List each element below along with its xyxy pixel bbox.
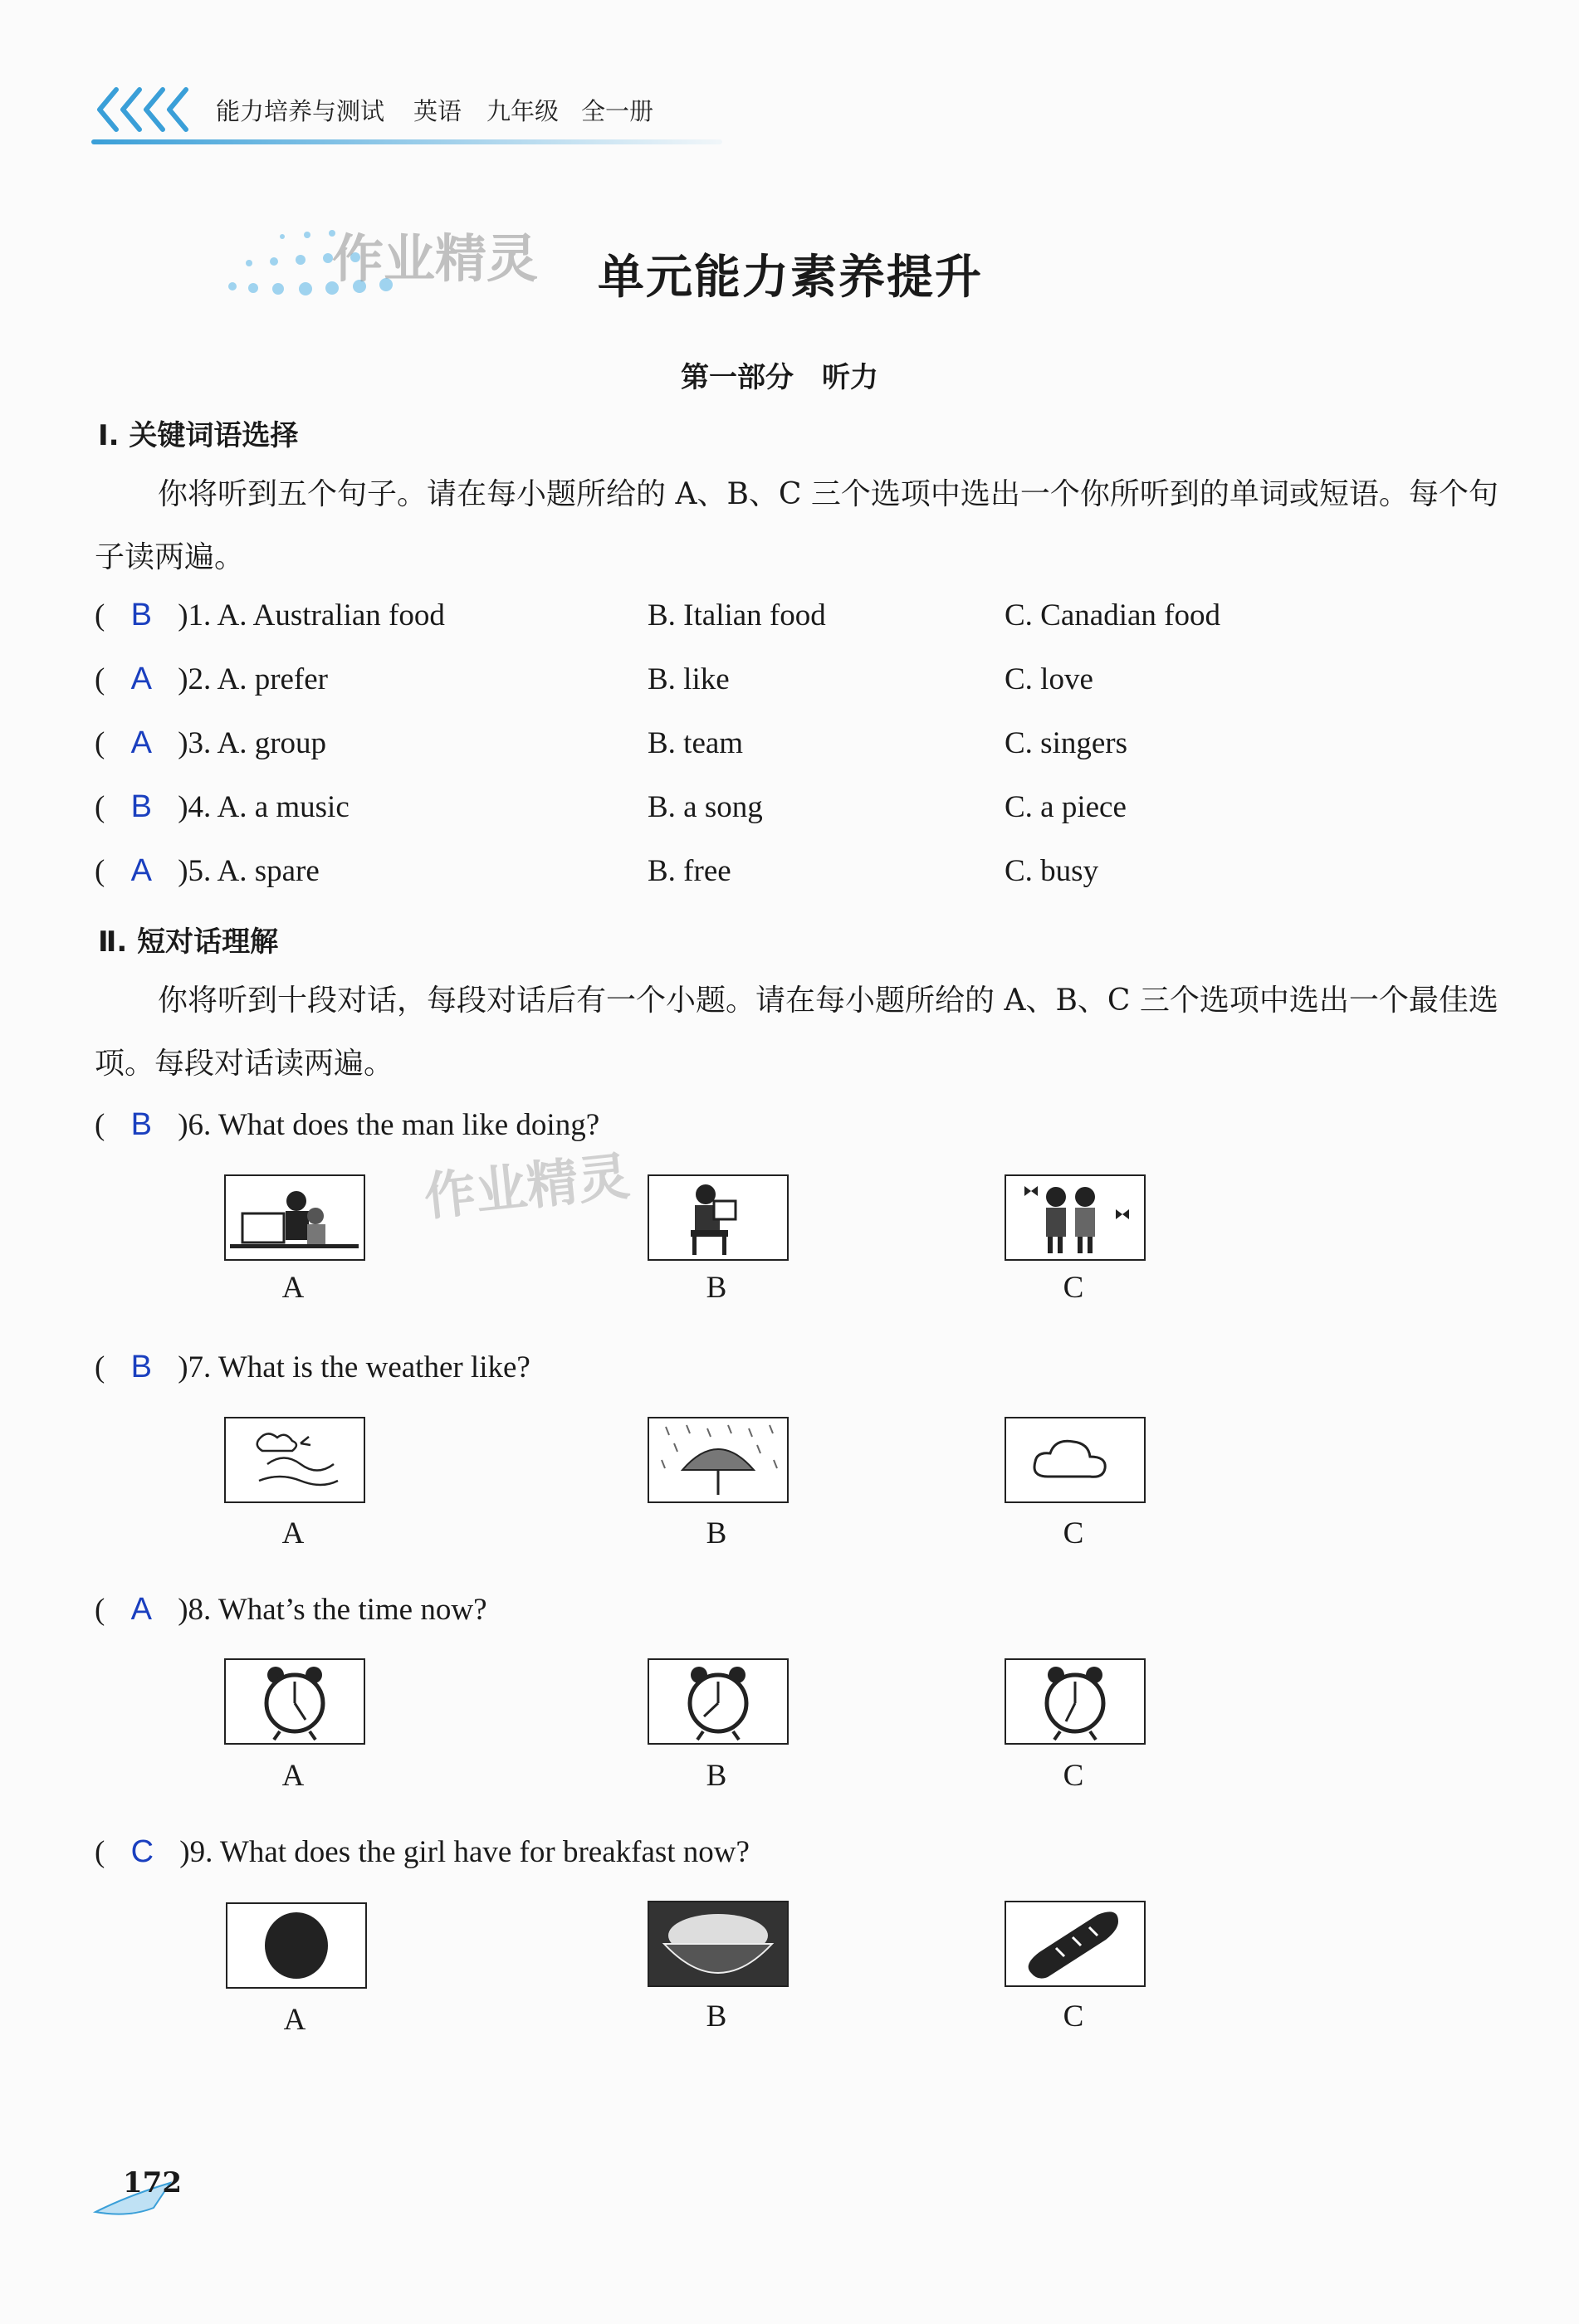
cloudy-icon xyxy=(1006,1418,1144,1501)
picture-q6-b xyxy=(648,1174,789,1261)
picture-q6-c xyxy=(1005,1174,1146,1261)
question-2 xyxy=(95,662,1506,703)
paren-open: ( xyxy=(95,1350,105,1384)
option-a-4: )4. A. a music xyxy=(178,790,350,824)
egg-icon xyxy=(227,1904,365,1987)
picture-q6-a xyxy=(224,1174,365,1261)
question-5 xyxy=(95,853,1506,895)
label-q8-b: B xyxy=(706,1759,727,1793)
part-title: 第一部分 听力 xyxy=(681,361,878,394)
question-6 xyxy=(95,1107,599,1143)
question-1 xyxy=(95,598,1506,639)
paren-open: ( xyxy=(95,726,105,760)
picture-q8-a xyxy=(224,1658,365,1745)
label-q7-c: C xyxy=(1063,1516,1084,1550)
option-c-2: C. love xyxy=(1005,662,1093,696)
question-8 xyxy=(95,1592,487,1628)
bread-icon xyxy=(1006,1902,1144,1985)
answer-1: B xyxy=(130,598,152,632)
windy-icon xyxy=(226,1418,364,1501)
answer-2: A xyxy=(130,662,152,696)
question-7 xyxy=(95,1350,530,1385)
grade: 九年级 xyxy=(486,97,560,125)
picture-q9-b xyxy=(648,1901,789,1987)
section-instruction-1 xyxy=(95,463,1506,589)
paren-open: ( xyxy=(95,854,105,888)
paren-open: ( xyxy=(95,1835,105,1869)
label-q9-c: C xyxy=(1063,1999,1084,2034)
paren-open: ( xyxy=(95,598,105,632)
option-b-2: B. like xyxy=(648,662,730,696)
option-b-1: B. Italian food xyxy=(648,598,826,632)
question-9 xyxy=(95,1834,750,1870)
question-4 xyxy=(95,789,1506,831)
picture-q9-a xyxy=(226,1902,367,1989)
man-computer-icon xyxy=(226,1176,364,1259)
option-a-3: )3. A. group xyxy=(178,726,327,760)
question-3 xyxy=(95,725,1506,767)
paren-open: ( xyxy=(95,1108,105,1142)
boy-reading-icon xyxy=(649,1176,787,1259)
page-title: 单元能力素养提升 xyxy=(598,250,983,305)
answer-6: B xyxy=(130,1107,152,1142)
kids-butterflies-icon xyxy=(1006,1176,1144,1259)
watermark-top: 作业精灵 xyxy=(332,228,539,289)
book-title: 能力培养与测试 xyxy=(216,97,385,125)
answer-9: C xyxy=(130,1834,154,1869)
chevrons-left-icon xyxy=(91,83,199,136)
label-q7-a: A xyxy=(281,1516,305,1550)
answer-4: B xyxy=(130,789,152,824)
question-text-6: )6. What does the man like doing? xyxy=(178,1108,600,1142)
answer-3: A xyxy=(130,725,152,760)
alarm-clock-icon xyxy=(1006,1660,1144,1743)
option-a-1: )1. A. Australian food xyxy=(178,598,445,632)
option-c-4: C. a piece xyxy=(1005,790,1127,824)
answer-7: B xyxy=(130,1350,152,1384)
option-b-3: B. team xyxy=(648,726,744,760)
question-text-7: )7. What is the weather like? xyxy=(178,1350,530,1384)
rainy-umbrella-icon xyxy=(649,1418,787,1501)
label-q6-b: B xyxy=(706,1271,727,1305)
alarm-clock-icon xyxy=(226,1660,364,1743)
option-c-3: C. singers xyxy=(1005,726,1127,760)
picture-q9-c xyxy=(1005,1901,1146,1987)
option-b-4: B. a song xyxy=(648,790,763,824)
option-a-5: )5. A. spare xyxy=(178,854,320,888)
answer-5: A xyxy=(130,853,152,888)
header-underline xyxy=(91,139,722,144)
paren-open: ( xyxy=(95,790,105,824)
section-title-2: Ⅱ. 短对话理解 xyxy=(98,925,279,959)
answer-8: A xyxy=(130,1592,152,1627)
label-q9-a: A xyxy=(283,2003,306,2037)
page-number: 172 xyxy=(123,2166,182,2200)
label-q7-b: B xyxy=(706,1516,727,1550)
rice-bowl-icon xyxy=(649,1902,787,1985)
instruction-text-1: 你将听到五个句子。请在每小题所给的 A、B、C 三个选项中选出一个你所听到的单词或短语。每个句子读两遍。 xyxy=(95,477,1498,574)
picture-q8-c xyxy=(1005,1658,1146,1745)
section-title-1: Ⅰ. 关键词语选择 xyxy=(98,419,299,452)
label-q6-c: C xyxy=(1063,1271,1084,1305)
instruction-text-2: 你将听到十段对话，每段对话后有一个小题。请在每小题所给的 A、B、C 三个选项中选出一个最佳选项。每段对话读两遍。 xyxy=(95,984,1498,1081)
watermark-mid: 作业精灵 xyxy=(421,1145,633,1228)
alarm-clock-icon xyxy=(649,1660,787,1743)
option-c-1: C. Canadian food xyxy=(1005,598,1220,632)
volume: 全一册 xyxy=(581,97,654,125)
label-q6-a: A xyxy=(281,1271,305,1305)
label-q9-b: B xyxy=(706,1999,727,2034)
picture-q7-b xyxy=(648,1417,789,1503)
question-text-9: )9. What does the girl have for breakfast now? xyxy=(179,1835,750,1869)
label-q8-a: A xyxy=(281,1759,305,1793)
question-text-8: )8. What’s the time now? xyxy=(178,1593,487,1627)
option-b-5: B. free xyxy=(648,854,731,888)
header-bar xyxy=(91,83,755,149)
paren-open: ( xyxy=(95,1593,105,1627)
paren-open: ( xyxy=(95,662,105,696)
picture-q8-b xyxy=(648,1658,789,1745)
label-q8-c: C xyxy=(1063,1759,1084,1793)
subject: 英语 xyxy=(413,97,462,125)
section-instruction-2 xyxy=(95,969,1506,1096)
option-c-5: C. busy xyxy=(1005,854,1099,888)
picture-q7-a xyxy=(224,1417,365,1503)
picture-q7-c xyxy=(1005,1417,1146,1503)
option-a-2: )2. A. prefer xyxy=(178,662,328,696)
